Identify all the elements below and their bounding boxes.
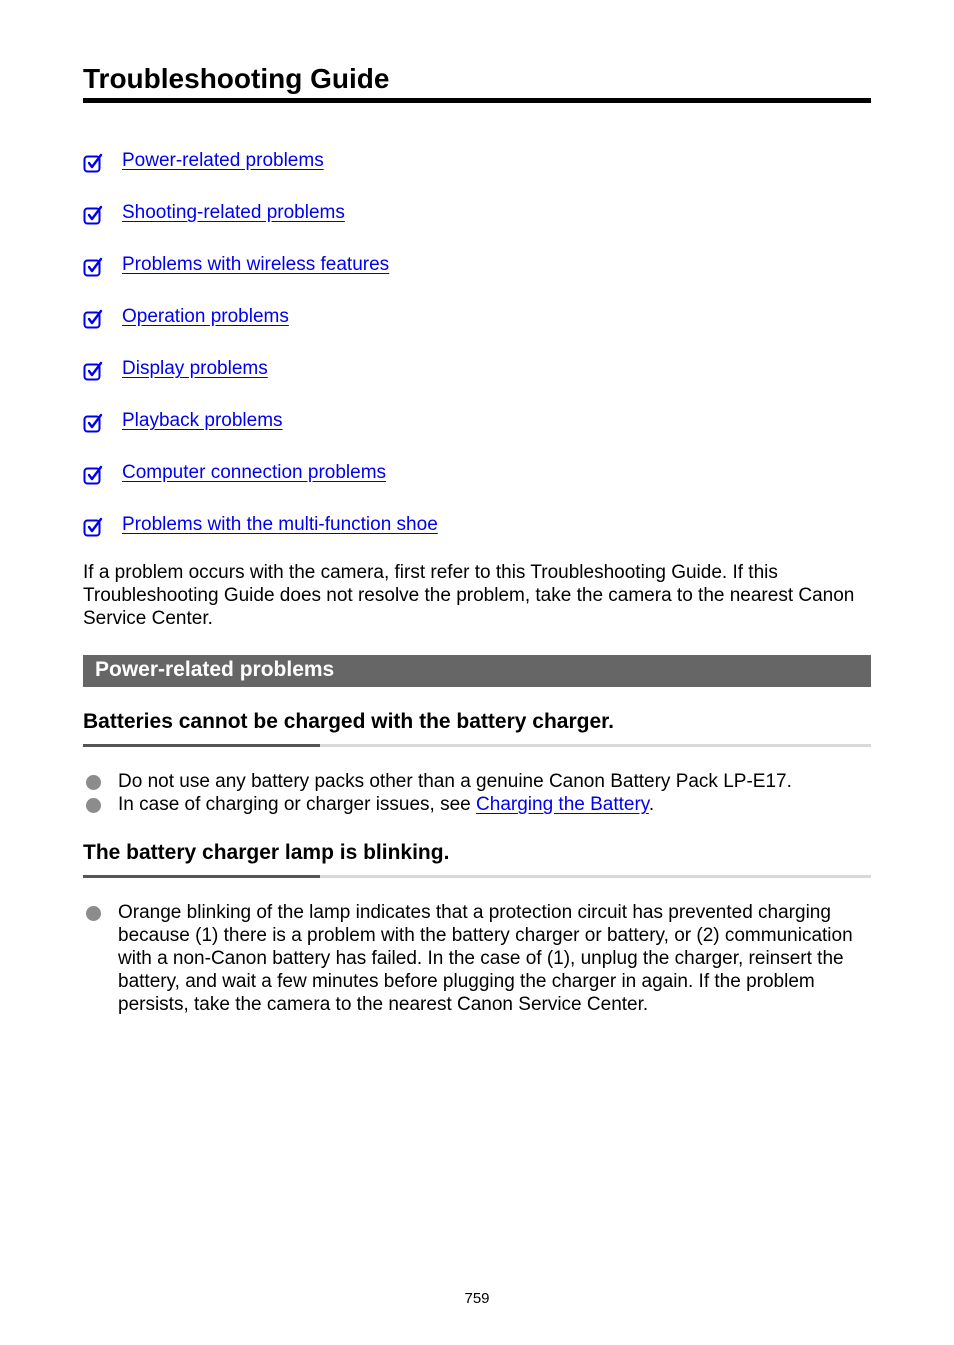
checkbox-arrow-icon [83, 465, 103, 485]
subheading-batteries: Batteries cannot be charged with the battery charger. [83, 710, 614, 733]
bullet-text-suffix: . [648, 794, 655, 815]
toc-list [83, 146, 871, 562]
bullet-text: Do not use any battery packs other than a genuine Canon Battery Pack LP-E17. [118, 771, 792, 792]
bullet-dot-icon [86, 906, 101, 921]
checkbox-arrow-icon [83, 361, 103, 381]
section-heading-power: Power-related problems [83, 655, 871, 687]
toc-link-computer[interactable]: Computer connection problems [122, 462, 387, 483]
toc-item [83, 458, 871, 510]
list-item [83, 901, 871, 1016]
checkbox-arrow-icon [83, 309, 103, 329]
list-item [83, 770, 871, 793]
toc-link-operation[interactable]: Operation problems [122, 306, 289, 327]
toc-link-display[interactable]: Display problems [122, 358, 268, 379]
bullet-list-batteries [83, 770, 871, 816]
page-title: Troubleshooting Guide [83, 63, 390, 94]
toc-link-power[interactable]: Power-related problems [122, 150, 324, 171]
toc-item [83, 406, 871, 458]
subheading-rule [83, 875, 871, 878]
checkbox-arrow-icon [83, 257, 103, 277]
toc-item [83, 510, 871, 562]
subheading-rule-accent [83, 875, 320, 878]
toc-item [83, 302, 871, 354]
toc-item [83, 198, 871, 250]
subheading-lamp-blinking: The battery charger lamp is blinking. [83, 841, 450, 864]
bullet-dot-icon [86, 775, 101, 790]
toc-link-shooting[interactable]: Shooting-related problems [122, 202, 345, 223]
toc-link-shoe[interactable]: Problems with the multi-function shoe [122, 514, 438, 535]
bullet-text: Orange blinking of the lamp indicates that a protection circuit has prevented charging because (1) there is a problem with the battery charger or battery, or (2) communication with a non-Canon battery has failed. In the case of (1), unplug the charger, reinsert the battery, and wait a few minutes before plugging the charger in again. If the problem persists, take the camera to the nearest Canon Service Center. [118, 902, 853, 1015]
checkbox-arrow-icon [83, 517, 103, 537]
page-number: 759 [464, 1290, 490, 1307]
subheading-rule-accent [83, 744, 320, 747]
intro-paragraph: If a problem occurs with the camera, first refer to this Troubleshooting Guide. If this Troubleshooting Guide does not resolve the problem, take the camera to the nearest Canon Service Center. [83, 562, 855, 629]
toc-item [83, 146, 871, 198]
charging-battery-link[interactable]: Charging the Battery [476, 794, 649, 815]
toc-link-wireless[interactable]: Problems with wireless features [122, 254, 390, 275]
checkbox-arrow-icon [83, 153, 103, 173]
subheading-rule [83, 744, 871, 747]
toc-item [83, 354, 871, 406]
checkbox-arrow-icon [83, 413, 103, 433]
bullet-list-lamp [83, 901, 871, 1016]
bullet-text-prefix: In case of charging or charger issues, see [118, 794, 477, 815]
bullet-dot-icon [86, 798, 101, 813]
title-underline [83, 98, 871, 103]
checkbox-arrow-icon [83, 205, 103, 225]
toc-link-playback[interactable]: Playback problems [122, 410, 283, 431]
toc-item [83, 250, 871, 302]
list-item [83, 793, 871, 816]
